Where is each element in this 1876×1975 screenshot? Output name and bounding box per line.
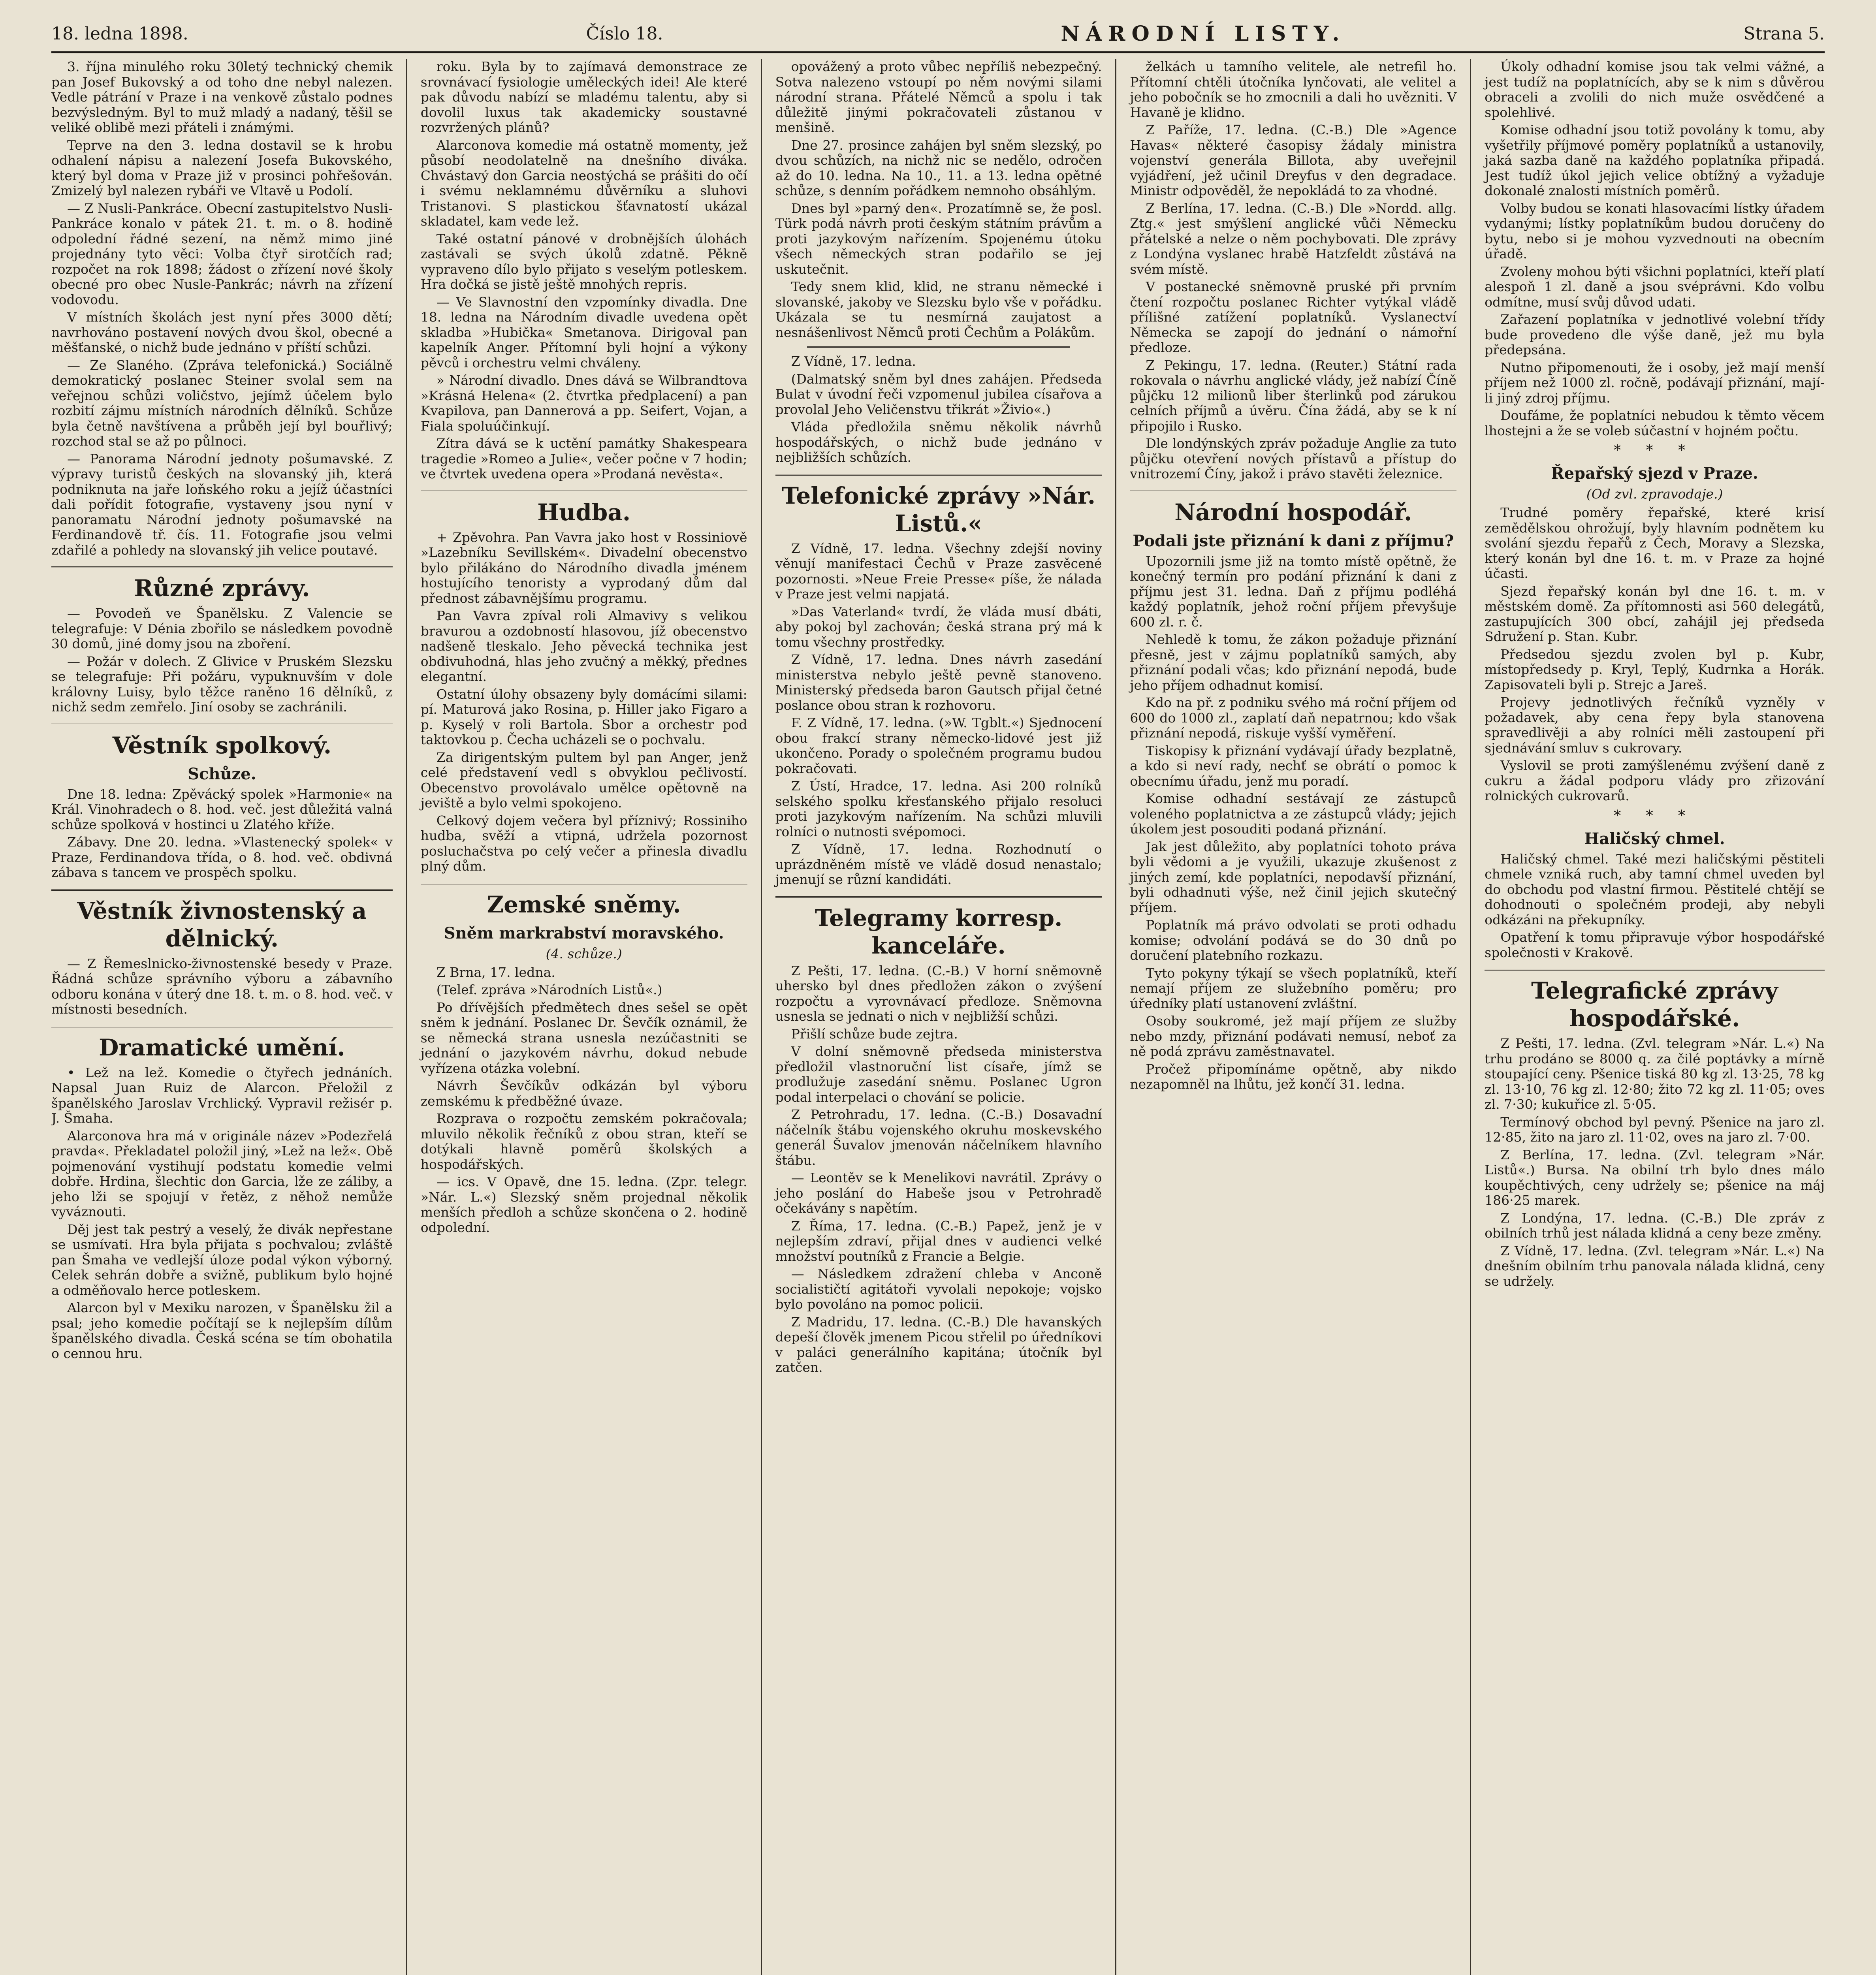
paragraph: Volby budou se konati hlasovacími lístky úřadem vydanými; lístky poplatníkům budou doručeny do bytu, nebo si je mohou vyzvednouti na obecním úřadě. [1485,200,1825,261]
paragraph: Dne 18. ledna: Zpěvácký spolek »Harmonie« na Král. Vinohradech o 8. hod. več. jest důležitá valná schůze spolková v hostinci u Zlatého kříže. [51,786,393,832]
paragraph: Pročež připomínáme opětně, aby nikdo nezapomněl na lhůtu, jež končí 31. ledna. [1130,1061,1457,1092]
paragraph: Nutno připomenouti, že i osoby, jež mají menší příjem než 1000 zl. ročně, podávají přiznání, mají-li jiný zdroj příjmu. [1485,359,1825,406]
paragraph: Vláda předložila sněmu několik návrhů hospodářských, o nichž bude jednáno v nejbližších schůzích. [775,419,1102,465]
paragraph: — Leontěv se k Menelikovi navrátil. Zprávy o jeho poslání do Habeše jsou v Petrohradě očekávány s napětím. [775,1170,1102,1216]
subheading: Podali jste přiznání k dani z příjmu? [1133,531,1454,550]
column-3 [761,59,1116,1975]
column-1 [51,59,406,1975]
paragraph: Teprve na den 3. ledna dostavil se k hrobu odhalení nápisu a nalezení Josefa Bukovského, který byl doma v Praze již v prosinci pohřešován. Zmizelý byl nalezen rybáři ve Vltavě u Podolí. [51,137,393,198]
paragraph: — ics. V Opavě, dne 15. ledna. (Zpr. telegr. »Nár. L.«) Slezský sněm projednal několik menších předloh a schůze skončena o 2. hodině odpolední. [420,1174,747,1235]
divider [807,346,1071,348]
paragraph: Jak jest důležito, aby poplatníci tohoto práva byli vědomi a je využili, ukazuje zkušenost z jiných zemí, kde poplatníci, nepodavší přiznání, byli odhadnuti výše, než činil jejich skutečný příjem. [1130,839,1457,915]
paragraph: Z Berlína, 17. ledna. (C.-B.) Dle »Nordd. allg. Ztg.« jest smýšlení anglické vůči Německu přátelské a nelze o něm pochybovati. Dle zprávy z Londýna vyslanec hrabě Hatzfeldt zůstává na svém místě. [1130,200,1457,277]
subheading: Sněm markrabství moravského. [444,924,724,942]
paragraph: opovážený a proto vůbec nepříliš nebezpečný. Sotva nalezeno vstoupí po něm novými silami národní strana. Přátelé Němců a spolu i tak důležitě jinými pokračovateli zůstanou v menšině. [775,59,1102,135]
separator-stars: * * * [1614,442,1696,459]
masthead: NÁRODNÍ LISTY. [1061,21,1346,46]
section-heading: Různé zprávy. [51,566,393,602]
paragraph: Komise odhadní sestávají ze zástupců voleného poplatnictva a ze zástupců vlády; jejich úkolem jest posouditi podaná přiznání. [1130,791,1457,837]
paragraph: Upozornili jsme již na tomto místě opětně, že konečný termín pro podání přiznání k dani z příjmu jest 31. ledna. Daň z příjmu podléhá každý poplatník, jehož roční příjem převyšuje 600 zl. r. č. [1130,553,1457,630]
paragraph: — Povodeň ve Španělsku. Z Valencie se telegrafuje: V Dénia zbořilo se následkem povodně 30 domů, jiné domy jsou na zboření. [51,606,393,651]
paragraph: + Zpěvohra. Pan Vavra jako host v Rossiniově »Lazebníku Sevillském«. Divadelní obecenstvo bylo přilákáno do Národního divadla jménem hostujícího tenoristy a vyprodaný dům dal přednost zábavnějšímu programu. [420,529,747,606]
paragraph: Přišlí schůze bude zejtra. [791,1026,958,1042]
paragraph: V postanecké sněmovně pruské při prvním čtení rozpočtu poslanec Richter vytýkal vládě přílišné zatížení poplatníků. Vyslanectví Německa se zapojí do jednání o námořní předloze. [1130,279,1457,355]
paragraph: V dolní sněmovně předseda ministerstva předložil vlastnoruční list císaře, jímž se prodlužuje zasedání sněmu. Poslanec Ugron podal interpelaci o chování se policie. [775,1044,1102,1105]
paragraph: Z Pešti, 17. ledna. (C.-B.) V horní sněmovně uhersko byl dnes předložen zákon o zvýšení rozpočtu a vyrovnávací předloze. Sněmovna usnesla se jednati o nich v nejbližší schůzi. [775,963,1102,1024]
paragraph: Dnes byl »parný den«. Prozatímně se, že posl. Türk podá návrh proti českým státním právům a proti jazykovým nařízením. Spojenému útoku všech německých stran podařilo se jej uskutečnit. [775,200,1102,277]
paragraph: Z Petrohradu, 17. ledna. (C.-B.) Dosavadní náčelník štábu vojenského okruhu moskevského generál Šuvalov jmenován náčelníkem hlavního štábu. [775,1107,1102,1168]
column-5 [1470,59,1825,1975]
paragraph: Dle londýnských zpráv požaduje Anglie za tuto půjčku otevření nových přístavů a přístup do vnitrozemí Číny, jakož i právo stavěti železnice. [1130,436,1457,482]
paragraph: Úkoly odhadní komise jsou tak velmi vážné, a jest tudíž na poplatnících, aby se k nim s důvěrou obraceli a zvolili do nich muže osvědčené a spolehlivé. [1485,59,1825,120]
paragraph: Za dirigentským pultem byl pan Anger, jenž celé představení vedl s obvyklou pečlivostí. Obecenstvo provolávalo umělce opětovně na jeviště a bylo velmi spokojeno. [420,749,747,811]
paragraph: Po dřívějších předmětech dnes sešel se opět sněm k jednání. Poslanec Dr. Ševčík oznámil, že se německá strana usnesla nezúčastniti se jednání o jazykovém návrhu, dokud nebude vyřízena otázka volební. [420,999,747,1076]
paragraph: Z Vídně, 17. ledna. [791,354,916,369]
paragraph: (Dalmatský sněm byl dnes zahájen. Předseda Bulat v úvodní řeči vzpomenul jubilea císařova a provolal Jeho Veličenstvu třikrát »Živio«.) [775,371,1102,417]
paragraph: — Z Řemeslnicko-živnostenské besedy v Praze. Řádná schůze správního výboru a zábavního odboru konána v úterý dne 18. t. m. o 8. hod. več. v místnosti besedních. [51,956,393,1017]
paragraph: Rozprava o rozpočtu zemském pokračovala; mluvilo několik řečníků z obou stran, kteří se dotýkali hlavně poměrů školských a hospodářských. [420,1111,747,1172]
paragraph: Poplatník má právo odvolati se proti odhadu komise; odvolání podává se do 30 dnů po doručení platebního rozkazu. [1130,917,1457,963]
paragraph: Doufáme, že poplatníci nebudou k těmto věcem lhostejni a že se voleb súčastní v hojném počtu. [1485,408,1825,438]
paragraph: Z Pešti, 17. ledna. (Zvl. telegram »Nár. L.«) Na trhu prodáno se 8000 q. za čilé poptávky a mírně stoupající ceny. Pšenice tiská 80 kg zl. 13·25, 78 kg zl. 13·10, 76 kg zl. 12·80; žito 72 kg zl. 11·05; oves zl. 7·30; kukuřice zl. 5·05. [1485,1036,1825,1112]
paragraph: Alarcon byl v Mexiku narozen, v Španělsku žil a psal; jeho komedie počítají se k nejlepším dílům španělského divadla. Česká scéna se tím obohatila o cennou hru. [51,1300,393,1361]
paragraph: Termínový obchod byl pevný. Pšenice na jaro zl. 12·85, žito na jaro zl. 11·02, oves na jaro zl. 7·00. [1485,1114,1825,1145]
page-header [51,16,1825,53]
paragraph: Předsedou sjezdu zvolen byl p. Kubr, místopředsedy p. Kryl, Teplý, Kudrnka a Horák. Zapisovateli byli p. Strejc a Jareš. [1485,646,1825,692]
section-heading: Národní hospodář. [1130,491,1456,526]
paragraph: Z Vídně, 17. ledna. Rozhodnutí o uprázdněném místě ve vládě dosud nenastalo; jmenují se různí kandidáti. [775,841,1102,887]
article-columns [51,59,1825,1975]
paragraph: Alarconova komedie má ostatně momenty, jež působí neodolatelně na dnešního diváka. Chvástavý don Garcia neostýchá se prášiti do očí i svému neklamnému důvěrníku a sluhovi Tristanovi. S plastickou šťavnatostí ukázal skladatel, kam vede lež. [420,137,747,229]
paragraph: Zábavy. Dne 20. ledna. »Vlastenecký spolek« v Praze, Ferdinandova třída, o 8. hod. več. obdivná zábava s tancem ve prospěch spolku. [51,834,393,880]
paragraph: Trudné poměry řepařské, které krisí zemědělskou ohrožují, byly hlavním podnětem ku svolání sjezdu řepařů z Čech, Moravy a Slezska, který konán byl dne 16. t. m. v Praze za hojné účasti. [1485,505,1825,581]
paragraph: Opatření k tomu připravuje výbor hospodářské společnosti v Krakově. [1485,929,1825,960]
paragraph: Tiskopisy k přiznání vydávají úřady bezplatně, a kdo si neví rady, nechť se obrátí o pomoc k obecnímu úřadu, jenž mu poradí. [1130,743,1457,789]
paragraph: Tedy snem klid, klid, ne stranu německé i slovanské, jakoby ve Slezsku bylo vše v pořádku. Ukázala se tu nesmírná zaujatost a nesnášenlivost Němců proti Čechům a Polákům. [775,279,1102,340]
paragraph: — Z Nusli-Pankráce. Obecní zastupitelstvo Nusli-Pankráce konalo v pátek 21. t. m. o 8. hodině odpolední řádné sezení, na němž mimo jiné projednány tyto věci: Volba čtyř sirotčích rad; rozpočet na rok 1898; žádost o zřízení nové školy obecné pro obec Nusle-Pankrác; návrh na zřízení vodovodu. [51,200,393,307]
paragraph: Kdo na př. z podniku svého má roční příjem od 600 do 1000 zl., zaplatí daň nepatrnou; kdo však přiznání nepodá, riskuje vyšší vyměření. [1130,695,1457,741]
paragraph: • Lež na lež. Komedie o čtyřech jednáních. Napsal Juan Ruiz de Alarcon. Přeložil z španělského Jaroslav Vrchlický. Vypravil režisér p. J. Šmaha. [51,1065,393,1126]
paragraph: V místních školách jest nyní přes 3000 dětí; navrhováno postavení nových dvou škol, obecné a měšťanské, o nichž bude jednáno v příští schůzi. [51,309,393,355]
section-heading: Dramatické umění. [51,1026,393,1061]
paragraph: — Ze Slaného. (Zpráva telefonická.) Sociálně demokratický poslanec Steiner svolal sem na veřejnou schůzi voličstvo, jejímž účelem bylo rozbití zájmu místních národních dělníků. Schůze byla četně navštívena a průběh její byl bouřlivý; rozchod stal se až po půlnoci. [51,357,393,449]
paragraph: Ostatní úlohy obsazeny byly domácími silami: pí. Maturová jako Rosina, p. Hiller jako Figaro a p. Kyselý v roli Bartola. Sbor a orchestr pod taktovkou p. Čecha ucházeli se o pochvalu. [420,686,747,747]
paragraph: F. Z Vídně, 17. ledna. (»W. Tgblt.«) Sjednocení obou frakcí strany německo-lidové jest již ukončeno. Porady o společném programu budou pokračovati. [775,715,1102,776]
paragraph: Z Ústí, Hradce, 17. ledna. Asi 200 rolníků selského spolku křesťanského přijalo resoluci proti jazykovým nařízením. Na schůzi mluvili rolníci o nutnosti svépomoci. [775,778,1102,839]
section-heading: Zemské sněmy. [421,883,747,918]
paragraph: — Požár v dolech. Z Glivice v Pruském Slezsku se telegrafuje: Při požáru, vypuknuvším v dole královny Luisy, bylo těžce raněno 16 dělníků, z nichž sedm zemřelo. Jiní osoby se zachránili. [51,653,393,715]
paragraph: Z Berlína, 17. ledna. (Zvl. telegram »Nár. Listů«.) Bursa. Na obilní trh bylo dnes málo koupěchtivých, ceny udržely se; pšenice na máj 186·25 marek. [1485,1147,1825,1208]
paragraph: Z Pekingu, 17. ledna. (Reuter.) Státní rada rokovala o návrhu anglické vlády, jež nabízí Číně půjčku 12 milionů liber šterlinků pod zárukou celních příjmů a úvěru. Čína žádá, aby se k ní připojilo i Rusko. [1130,357,1457,434]
paragraph: Zvoleny mohou býti všichni poplatníci, kteří platí alespoň 1 zl. daně a jsou svéprávni. Kdo volbu odmítne, musí svůj důvod udati. [1485,263,1825,310]
paragraph: Vyslovil se proti zamýšlenému zvýšení daně z cukru a žádal podporu vlády pro zřizování rolnických cukrovarů. [1485,758,1825,803]
column-4 [1115,59,1470,1975]
paragraph: Děj jest tak pestrý a veselý, že divák nepřestane se usmívati. Hra byla přijata s pochvalou; zvláště pan Šmaha ve vedlejší úloze podal výkon výborný. Celek sehrán dobře a svižně, publikum bylo hojné a odměňovalo herce potleskem. [51,1221,393,1298]
subheading: Schůze. [188,764,256,783]
issue-date: 18. ledna 1898. [51,23,188,44]
paragraph: Projevy jednotlivých řečníků vyzněly v požadavek, aby cena řepy byla stanovena spravedlivěji a aby rolníci měli zastoupení při sjednávání smluv s cukrovary. [1485,694,1825,756]
paragraph: Z Brna, 17. ledna. [436,964,555,980]
paragraph: Z Paříže, 17. ledna. (C.-B.) Dle »Agence Havas« některé časopisy žádaly ministra vojenství generála Billota, aby uveřejnil vyjádření, jež učinil Dreyfus v den degradace. Ministr odpověděl, že nepokládá to za vhodné. [1130,122,1457,198]
paragraph: Dne 27. prosince zahájen byl sněm slezský, po dvou schůzích, na nichž nic se nedělo, odročen až do 10. ledna. Na 10., 11. a 13. ledna opětné schůze, s denním pořádkem nemnoho obsáhlým. [775,137,1102,198]
paragraph: Z Madridu, 17. ledna. (C.-B.) Dle havanských depeší člověk jmenem Picou střelil po úředníkovi v paláci generálního kapitána; útočník byl zatčen. [775,1314,1102,1375]
paragraph: Celkový dojem večera byl příznivý; Rossiniho hudba, svěží a vtipná, udržela pozornost posluchačstva po celý večer a přinesla divadlu plný dům. [420,813,747,874]
separator-stars: * * * [1614,807,1696,824]
paragraph: Nehledě k tomu, že zákon požaduje přiznání přesně, jest v zájmu poplatníků samých, aby přiznání podali včas; kdo přiznání nepodá, bude jeho příjem odhadnut komisí. [1130,632,1457,693]
section-heading: Hudba. [421,491,747,526]
correspondent-note: (Od zvl. zpravodaje.) [1586,486,1723,502]
paragraph: Sjezd řepařský konán byl dne 16. t. m. v městském domě. Za přítomnosti asi 560 delegátů, zastupujících 300 obcí, zahájil jej předseda Sdružení p. Stan. Kubr. [1485,583,1825,644]
page-number: Strana 5. [1743,23,1825,44]
paragraph: » Národní divadlo. Dnes dává se Wilbrandtova »Krásná Helena« (2. čtvrtka předplacení) a pan Kvapilova, pan Dannerová a pp. Seifert, Vojan, a Fiala spoluúčinkují. [420,372,747,434]
paragraph: Pan Vavra zpíval roli Almavivy s velikou bravurou a ozdobností hlasovou, jíž obecenstvo nadšeně tleskalo. Jeho pěvecká technika jest obdivuhodná, hlas jeho zvučný a měkký, přednes elegantní. [420,608,747,684]
paragraph: Zítra dává se k uctění památky Shakespeara tragedie »Romeo a Julie«, večer počne v 7 hodin; ve čtvrtek uvedena opera »Prodaná nevěsta«. [420,436,747,482]
section-heading: Věstník spolkový. [51,724,393,759]
column-2 [406,59,761,1975]
paragraph: Také ostatní pánové v drobnějších úlohách zastávali se svých úkolů zdatně. Pěkně vypraveno dílo bylo přijato s veselým potleskem. Hra dočká se jistě ještě mnohých repris. [420,231,747,292]
paragraph: Osoby soukromé, jež mají příjem ze služby nebo mzdy, přiznání podávati nemusí, neboť za ně podá zprávu zaměstnavatel. [1130,1013,1457,1059]
paragraph: želkách u tamního velitele, ale netrefil ho. Přítomní chtěli útočníka lynčovati, ale velitel a jeho pobočník se ho zmocnili a dali ho uvězniti. V Havaně je klidno. [1130,59,1457,120]
paragraph: Zařazení poplatníka v jednotlivé volební třídy bude provedeno dle výše daně, jež mu byla předepsána. [1485,312,1825,357]
section-heading: Telegramy korresp. kanceláře. [775,896,1102,959]
paragraph: Z Říma, 17. ledna. (C.-B.) Papež, jenž je v nejlepším zdraví, přijal dnes v audienci velké množství poutníků z Francie a Belgie. [775,1218,1102,1264]
paragraph: — Následkem zdražení chleba v Anconě socialističtí agitátoři vyvolali nepokoje; vojsko bylo povoláno na pomoc policii. [775,1266,1102,1312]
issue-number: Číslo 18. [586,23,663,44]
paragraph: 3. října minulého roku 30letý technický chemik pan Josef Bukovský a od toho dne nebyl nalezen. Vedle pátrání v Praze i na venkově zůstalo podnes bezvýsledným. Byl to muž mladý a nadaný, těšil se veliké oblibě mezi přáteli i známými. [51,59,393,135]
paragraph: »Das Vaterland« tvrdí, že vláda musí dbáti, aby pokoj byl zachován; česká strana prý má k tomu všechny prostředky. [775,604,1102,650]
session-number: (4. schůze.) [546,946,622,961]
paragraph: Komise odhadní jsou totiž povolány k tomu, aby vyšetřily příjmové poměry poplatníků a ustanovily, jaká sazba daně na každého poplatníka připadá. Jest tudíž úkol jejich velice obtížný a vyžaduje dokonalé znalosti místních poměrů. [1485,122,1825,198]
section-heading: Telefonické zprávy »Nár. Listů.« [775,474,1102,537]
paragraph: Z Vídně, 17. ledna. (Zvl. telegram »Nár. L.«) Na dnešním obilním trhu panovala nálada klidná, ceny se udržely. [1485,1243,1825,1289]
section-heading: Telegrafické zprávy hospodářské. [1485,969,1825,1032]
paragraph: (Telef. zpráva »Národních Listů«.) [436,982,662,997]
paragraph: Z Vídně, 17. ledna. Všechny zdejší noviny věnují manifestaci Čechů v Praze zasvěcené pozornosti. »Neue Freie Presse« píše, že nálada v Praze jest velmi napjatá. [775,540,1102,602]
paragraph: Z Londýna, 17. ledna. (C.-B.) Dle zpráv z obilních trhů jest nálada klidná a ceny beze změny. [1485,1210,1825,1241]
subheading: Haličský chmel. [1584,829,1725,848]
subheading: Řepařský sjezd v Praze. [1551,464,1758,483]
paragraph: — Panorama Národní jednoty pošumavské. Z výpravy turistů českých na slovanský jih, která podniknuta na jaře loňského roku a jejíž účastníci dali pořídit fotografie, vystaveny jsou nyní v panoramatu Národní jednoty pošumavské na Ferdinandově tř. čís. 11. Fotografie jsou velmi zdařilé a pohledy na slovanský jih velice poutavé. [51,451,393,558]
paragraph: Z Vídně, 17. ledna. Dnes návrh zasedání ministerstva nebylo ještě pevně stanoveno. Ministerský předseda baron Gautsch přijal četné poslance obou stran k rozhovoru. [775,652,1102,713]
paragraph: — Ve Slavnostní den vzpomínky divadla. Dne 18. ledna na Národním divadle uvedena opět skladba »Hubička« Smetanova. Dirigoval pan kapelník Anger. Přítomní byli hojní a výkony pěvců i orchestru velmi chváleny. [420,294,747,371]
paragraph: Tyto pokyny týkají se všech poplatníků, kteří nemají příjem ze služebního poměru; pro úředníky platí ustanovení zvláštní. [1130,965,1457,1011]
paragraph: Návrh Ševčíkův odkázán byl výboru zemskému k předběžné úvaze. [420,1078,747,1109]
paragraph: Alarconova hra má v originále název »Podezřelá pravda«. Překladatel položil jiný, »Lež na lež«. Obě pojmenování vystihují podstatu komedie velmi dobře. Hrdina, šlechtic don Garcia, lže ze záliby, a jeho lži se spojují v řetěz, z něhož nemůže vyváznouti. [51,1128,393,1219]
section-heading: Věstník živnostenský a dělnický. [51,889,393,952]
paragraph: Haličský chmel. Také mezi haličskými pěstiteli chmele vzniká ruch, aby tamní chmel uveden byl do obchodu pod vlastní firmou. Pěstitelé chtějí se dohodnouti o společném prodeji, aby nebyli odkázáni na překupníky. [1485,851,1825,927]
paragraph: roku. Byla by to zajímavá demonstrace ze srovnávací fysiologie uměleckých idei! Ale které pak důvodu nabízí se mladému talentu, aby si dovolil luxus tak akademicky soustavné rozvržených plánů? [420,59,747,135]
